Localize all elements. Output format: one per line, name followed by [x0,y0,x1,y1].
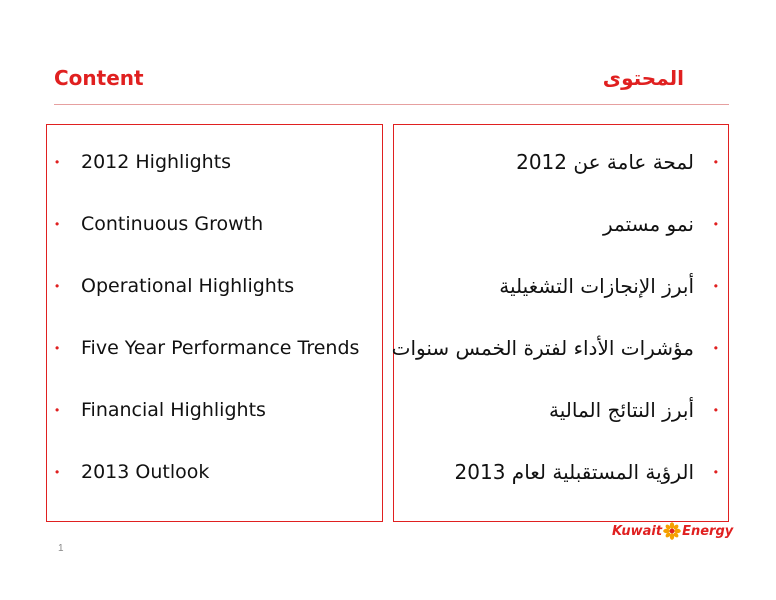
list-item-label: Operational Highlights [81,275,295,297]
list-item-label: نمو مستمر [602,212,694,236]
bullet-icon: • [713,465,718,479]
list-item [391,333,718,363]
list-item-label: أبرز الإنجازات التشغيلية [499,274,694,298]
bullet-icon: • [713,155,718,169]
list-item-label: 2012 Highlights [81,151,232,173]
list-item [55,147,378,177]
list-item [398,271,718,301]
list-item-label: Five Year Performance Trends [81,337,360,359]
list-item-label: 2013 Outlook [81,461,210,483]
list-item [55,271,378,301]
bullet-icon: • [55,217,60,231]
bullet-icon: • [55,465,60,479]
header-divider [54,104,729,105]
page-title-arabic: المحتوى [602,66,684,90]
flower-icon [663,522,681,540]
page-title-english: Content [54,66,144,90]
bullet-icon: • [713,403,718,417]
page-number: 1 [58,543,64,554]
bullet-icon: • [713,341,718,355]
list-item [398,457,718,487]
list-item-label: الرؤية المستقبلية لعام 2013 [454,460,694,484]
bullet-icon: • [55,279,60,293]
list-item [55,209,378,239]
list-item [398,395,718,425]
kuwait-energy-logo [612,522,733,540]
list-item-label: Continuous Growth [81,213,264,235]
list-item-label: لمحة عامة عن 2012 [516,150,694,174]
list-item-label: Financial Highlights [81,399,266,421]
list-item [55,395,378,425]
logo-word-energy: Energy [682,523,734,539]
list-item [55,457,378,487]
list-item-label: مؤشرات الأداء لفترة الخمس سنوات [391,336,694,360]
bullet-icon: • [55,403,60,417]
logo-word-kuwait: Kuwait [612,523,663,539]
bullet-icon: • [55,341,60,355]
bullet-icon: • [713,217,718,231]
bullet-icon: • [55,155,60,169]
arabic-contents-panel [393,124,729,522]
bullet-icon: • [713,279,718,293]
list-item [398,147,718,177]
english-contents-panel [46,124,383,522]
list-item-label: أبرز النتائج المالية [549,398,694,422]
list-item [398,209,718,239]
list-item [55,333,378,363]
